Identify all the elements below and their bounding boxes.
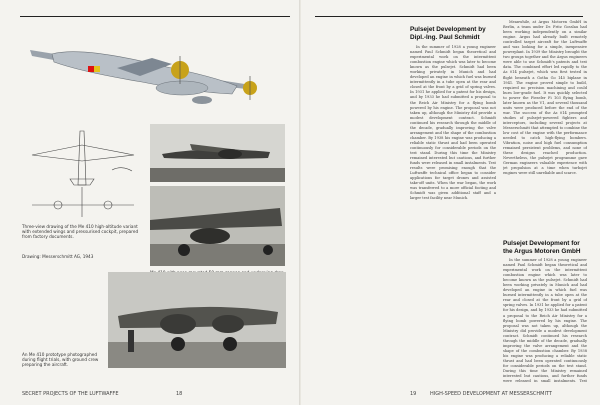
body-column-2-continued <box>503 258 587 383</box>
section-heading-schmidt: Pulsejet Development by Dipl.-Ing. Paul Schmidt <box>410 26 486 41</box>
aircraft-profile-illustration <box>22 28 272 108</box>
three-view-svg <box>22 125 144 220</box>
left-page-number: 18 <box>176 391 183 397</box>
in-flight-photo <box>150 124 285 182</box>
body-paragraph-2: Meanwhile, at Argus Motoren GmbH in Berlin, a team under Dr. Fritz Gosslau had been working independently on a similar engine. Argus had already built remotely controlled target aircraft for the Luftwaffe and was looking for a simple, inexpensive powerplant. In 1939 the Ministry brought the two groups together and the Argus engineers were able to use Schmidt's patents and test data. The combined effort led rapidly to the As 014 pulsejet, which was first tested in flight beneath a Gotha Go 145 biplane in 1941. The engine proved simple to build, required no precision machining and could burn low-grade fuel. It was quickly selected to power the Fieseler Fi 103 flying bomb, later known as the V1, and several thousand units were produced before the end of the war. The success of the As 014 prompted studies of pulsejet-powered fighters and interceptors, including several projects at Messerschmitt that attempted to combine the low cost of the engine with the performance needed to catch high-flying bombers. Vibration, noise and high fuel consumption remained persistent problems, and none of these designs reached production. Nevertheless, the pulsejet programme gave German engineers valuable experience with jet propulsion at a time when turbojet engines were still unreliable and scarce. <box>503 20 587 176</box>
right-footer: HIGH-SPEED DEVELOPMENT AT MESSERSCHMITT <box>430 391 552 397</box>
ground-crew-photo <box>108 272 286 368</box>
left-footer: SECRET PROJECTS OF THE LUFTWAFFE <box>22 391 119 397</box>
left-header-rule <box>20 16 290 17</box>
ground-crew-photo-svg <box>108 272 286 368</box>
body-paragraph-1: In the summer of 1928 a young engineer named Paul Schmidt began theoretical and experimental work on the intermittent combustion engine which was later to become known as the pulsejet. Schmidt had been working privately in Munich and had developed an engine in which fuel was burned intermittently in a tube open at the rear and closed at the front by a grid of spring valves. In 1931 he applied for a patent for his design, and by 1933 he had submitted a proposal to the Reich Air Ministry for a flying bomb powered by his engine. The proposal was not taken up, although the Ministry did provide a modest development contract. Schmidt continued his research through the middle of the decade, gradually improving the valve arrangement and the shape of the combustion chamber. By 1938 his engine was producing a reliable static thrust and had been operated continuously for considerable periods on the test stand. During this time the Ministry remained interested but cautious, and further funds were released in small instalments. Test results were promising enough that the Luftwaffe technical office began to consider applications for target drones and assisted take-off units. When the war began, the work was transferred to a more official footing and Schmidt was given additional staff and a larger test facility near Munich. <box>410 45 496 201</box>
drawing-credit: Drawing: Messerschmitt AG, 1943 <box>22 254 94 259</box>
drawing-caption: Three-view drawing of the Me 410 high-altitude variant with extended wings and pressurised cockpit, prepared from factory documents. <box>22 224 139 240</box>
aircraft-profile-svg <box>22 28 272 108</box>
body-paragraph-3: In the summer of 1928 a young engineer named Paul Schmidt began theoretical and experimental work on the intermittent combustion engine which was later to become known as the pulsejet. Schmidt had been working privately in Munich and had developed an engine in which fuel was burned intermittently in a tube open at the rear and closed at the front by a grid of spring valves. In 1931 he applied for a patent for his design, and by 1933 he had submitted a proposal to the Reich Air Ministry for a flying bomb powered by his engine. The proposal was not taken up, although the Ministry did provide a modest development contract. Schmidt continued his research through the middle of the decade, gradually improving the valve arrangement and the shape of the combustion chamber. By 1938 his engine was producing a reliable static thrust and had been operated continuously for considerable periods on the test stand. During this time the Ministry remained interested but cautious, and further funds were released in small instalments. Test <box>503 258 587 383</box>
right-page-number: 19 <box>410 391 417 397</box>
in-flight-photo-svg <box>150 124 285 182</box>
section-heading-argus: Pulsejet Development for the Argus Motoren GmbH <box>503 240 581 255</box>
bottom-caption: An Me 410 prototype photographed during flight trials, with ground crew preparing the aircraft. <box>22 352 99 368</box>
nose-cannon-photo-svg <box>150 186 285 266</box>
nose-cannon-photo <box>150 186 285 266</box>
three-view-drawing <box>22 125 144 220</box>
right-header-rule <box>315 16 583 17</box>
body-column-1 <box>410 45 496 385</box>
body-column-2 <box>503 20 587 235</box>
gutter <box>299 0 301 405</box>
